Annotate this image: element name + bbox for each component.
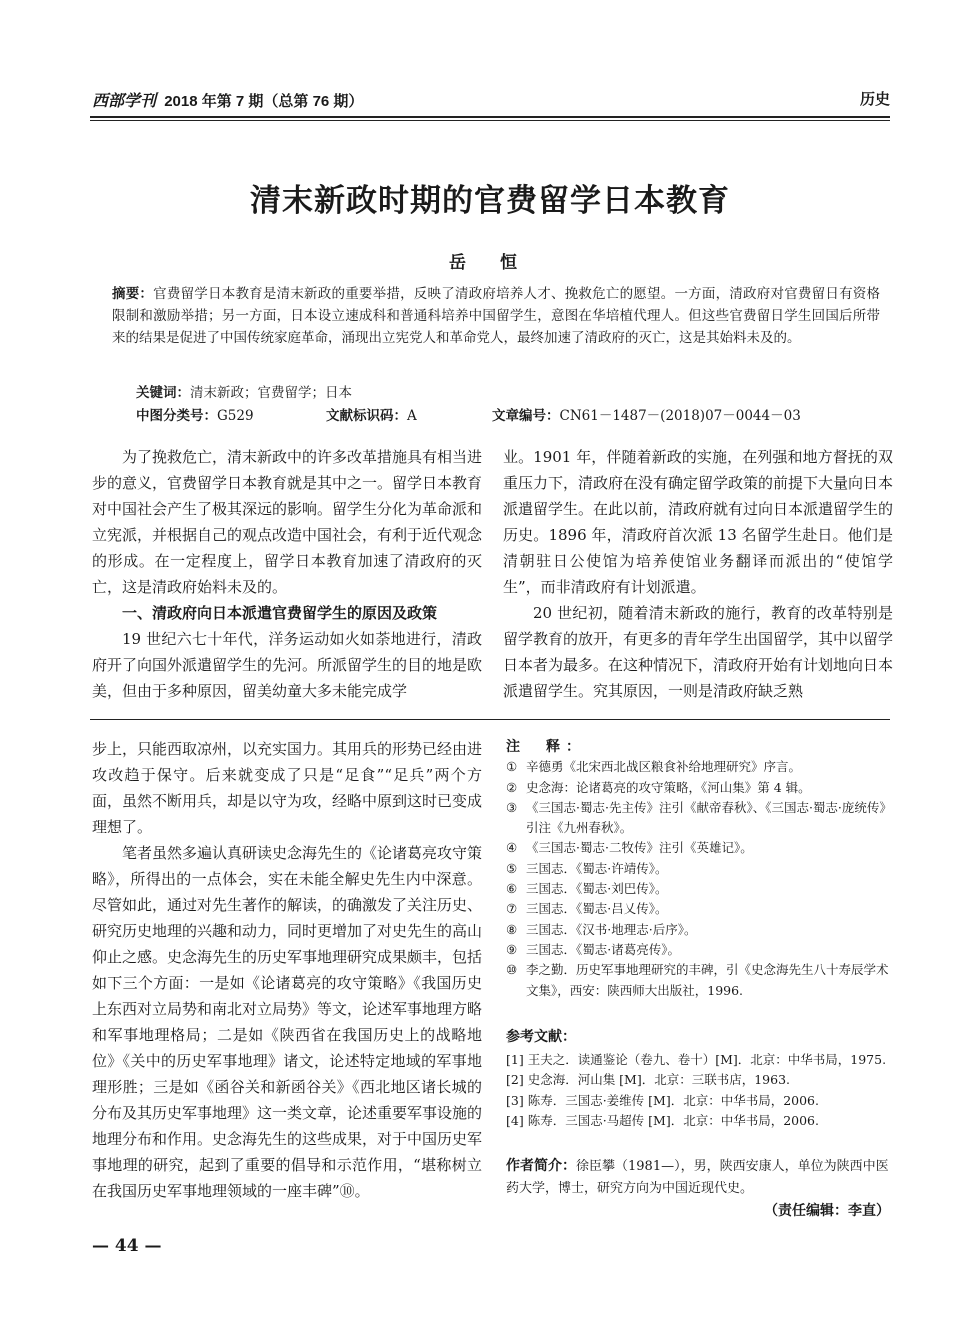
header-rule-thin	[90, 120, 890, 121]
article-number-line: 文章编号：CN61－1487－(2018)07－0044－03	[492, 408, 801, 424]
paragraph: 19 世纪六七十年代，洋务运动如火如荼地进行，清政府开了向国外派遣留学生的先河。所派留学生的目的地是欧美，但由于多种原因，留美幼童大多未能完成学	[92, 630, 483, 700]
page-number: — 44 —	[92, 1236, 162, 1256]
note-item: ⑥ 三国志．《蜀志·刘巴传》。	[506, 881, 668, 897]
note-item: ④ 《三国志·蜀志·二牧传》注引《英雄记》。	[506, 840, 753, 856]
class-number-line: 中图分类号：G529	[136, 408, 254, 424]
abstract-text: 官费留学日本教育是清末新政的重要举措，反映了清政府培养人才、挽救危亡的愿望。一方面，清政府对官费留日有资格限制和激励举措；另一方面，日本设立速成科和普通科培养中国留学生，意图在华培植代理人。但这些官费留日学生回国后所带来的结果是促进了中国传统家庭革命，涌现出立宪党人和革命党人，最终加速了清政府的灭亡，这是其始料未及的。	[112, 286, 881, 346]
note-item: ② 史念海：论诸葛亮的攻守策略，《河山集》第 4 辑。	[506, 779, 811, 795]
reference-item: [1] 王夫之．读通鉴论（卷九、卷十）[M]．北京：中华书局，1975.	[506, 1051, 887, 1067]
header-rule	[90, 116, 890, 118]
note-item: ⑨ 三国志．《蜀志·诸葛亮传》。	[506, 941, 680, 957]
reference-item: [2] 史念海．河山集 [M]．北京：三联书店，1963.	[506, 1072, 791, 1087]
journal-logo: 西部学刊	[92, 91, 157, 110]
upper-right-column	[503, 444, 893, 704]
paragraph: 20 世纪初，随着清末新政的施行，教育的改革特别是留学教育的放开，有更多的青年学生出国留学，其中以留学日本者为最多。在这种情况下，清政府开始有计划地向日本派遣留学生。究其原因，一则是清政府缺乏熟	[503, 604, 894, 700]
note-item: ⑦ 三国志．《蜀志·吕乂传》。	[506, 901, 668, 917]
references-section	[506, 1027, 890, 1132]
notes-section	[506, 737, 890, 1001]
abstract-block	[112, 283, 880, 349]
section-heading: 一、清政府向日本派遣官费留学生的原因及政策	[122, 604, 438, 622]
reference-item: [3] 陈寿．三国志·姜维传 [M]．北京：中华书局，2006.	[506, 1092, 819, 1108]
author-bio	[506, 1155, 890, 1200]
document-code-line: 文献标识码：A	[326, 408, 417, 424]
section-label: 历史	[859, 91, 890, 108]
bio-label: 作者简介：	[506, 1158, 576, 1174]
abstract-label: 摘要：	[112, 286, 154, 302]
note-item: ⑧ 三国志．《汉书·地理志·后序》。	[506, 921, 697, 937]
article-title: 清末新政时期的官费留学日本教育	[250, 183, 730, 219]
paragraph: 步上，只能西取凉州，以充实国力。其用兵的形势已经由进攻改趋于保守。后来就变成了只是“足食”“足兵”两个方面，虽然不断用兵，却是以守为攻，经略中原到这时已变成理想了。	[92, 740, 483, 836]
note-item: ① 辛德勇《北宋西北战区粮食补给地理研究》序言。	[506, 759, 802, 775]
upper-left-column	[92, 444, 482, 704]
bio-text: 徐臣攀（1981—），男，陕西安康人，单位为陕西中医药大学，博士，研究方向为中国近现代史。	[506, 1159, 889, 1196]
references-heading: 参考文献：	[506, 1029, 576, 1045]
keywords: 清末新政；官费留学；日本	[190, 385, 352, 401]
paragraph: 为了挽救危亡，清末新政中的许多改革措施具有相当进步的意义，官费留学日本教育就是其中之一。留学日本教育对中国社会产生了极其深远的影响。留学生分化为革命派和立宪派，并根据自己的观点改造中国社会，有利于近代观念的形成。在一定程度上，留学日本教育加速了清政府的灭亡，这是清政府始料未及的。	[92, 448, 483, 596]
note-item: ⑤ 三国志．《蜀志·许靖传》。	[506, 860, 668, 876]
issue-info: 2018 年第 7 期（总第 76 期）	[164, 93, 364, 110]
keywords-line: 关键词：清末新政；官费留学；日本	[136, 385, 352, 401]
lower-left-column	[92, 736, 482, 1204]
note-item: ③ 《三国志·蜀志·先主传》注引《献帝春秋》、《三国志·蜀志·庞统传》引注《九州春秋》。	[506, 799, 886, 836]
notes-heading: 注 释：	[506, 739, 586, 755]
reference-item: [4] 陈寿．三国志·马超传 [M]．北京：中华书局，2006.	[506, 1113, 819, 1128]
class-number: G529	[217, 408, 254, 424]
editor-note: （责任编辑：李直）	[764, 1203, 890, 1219]
paragraph: 笔者虽然多遍认真研读史念海先生的《论诸葛亮攻守策略》，所得出的一点体会，实在未能全解史先生内中深意。尽管如此，通过对先生著作的解读，的确激发了关注历史、研究历史地理的兴趣和动力，同时更增加了对史先生的高山仰止之感。史念海先生的历史军事地理研究成果颇丰，包括如下三个方面：一是如《论诸葛亮的攻守策略》《我国历史上东西对立局势和南北对立局势》等文，论述军事地理方略和军事地理格局；二是如《陕西省在我国历史上的战略地位》《关中的历史军事地理》诸文，论述特定地域的军事地理形胜；三是如《函谷关和新函谷关》《西北地区诸长城的分布及其历史军事地理》这一类文章，论述重要军事设施的地理分布和作用。史念海先生的这些成果，对于中国历史军事地理的研究，起到了重要的倡导和示范作用，“堪称树立在我国历史军事地理领域的一座丰碑”⑩。	[92, 844, 483, 1200]
note-item: ⑩ 李之勤．历史军事地理研究的丰碑，引《史念海先生八十寿辰学术文集》，西安：陕西师大出版社，1996.	[506, 962, 889, 998]
article-divider	[90, 719, 890, 720]
article-author: 岳 恒	[449, 253, 531, 273]
running-header-left	[92, 88, 363, 111]
article-number: CN61－1487－(2018)07－0044－03	[559, 408, 801, 424]
paragraph: 业。1901 年，伴随着新政的实施，在列强和地方督抚的双重压力下，清政府在没有确定留学政策的前提下大量向日本派遣留学生。在此以前，清政府就有过向日本派遣留学生的历史。1896 年，清政府首次派 13 名留学生赴日。他们是清朝驻日公使馆为培养使馆业务翻译而派出的“使馆学生”，而非清政府有计划派遣。	[503, 448, 894, 596]
document-code: A	[407, 408, 417, 424]
